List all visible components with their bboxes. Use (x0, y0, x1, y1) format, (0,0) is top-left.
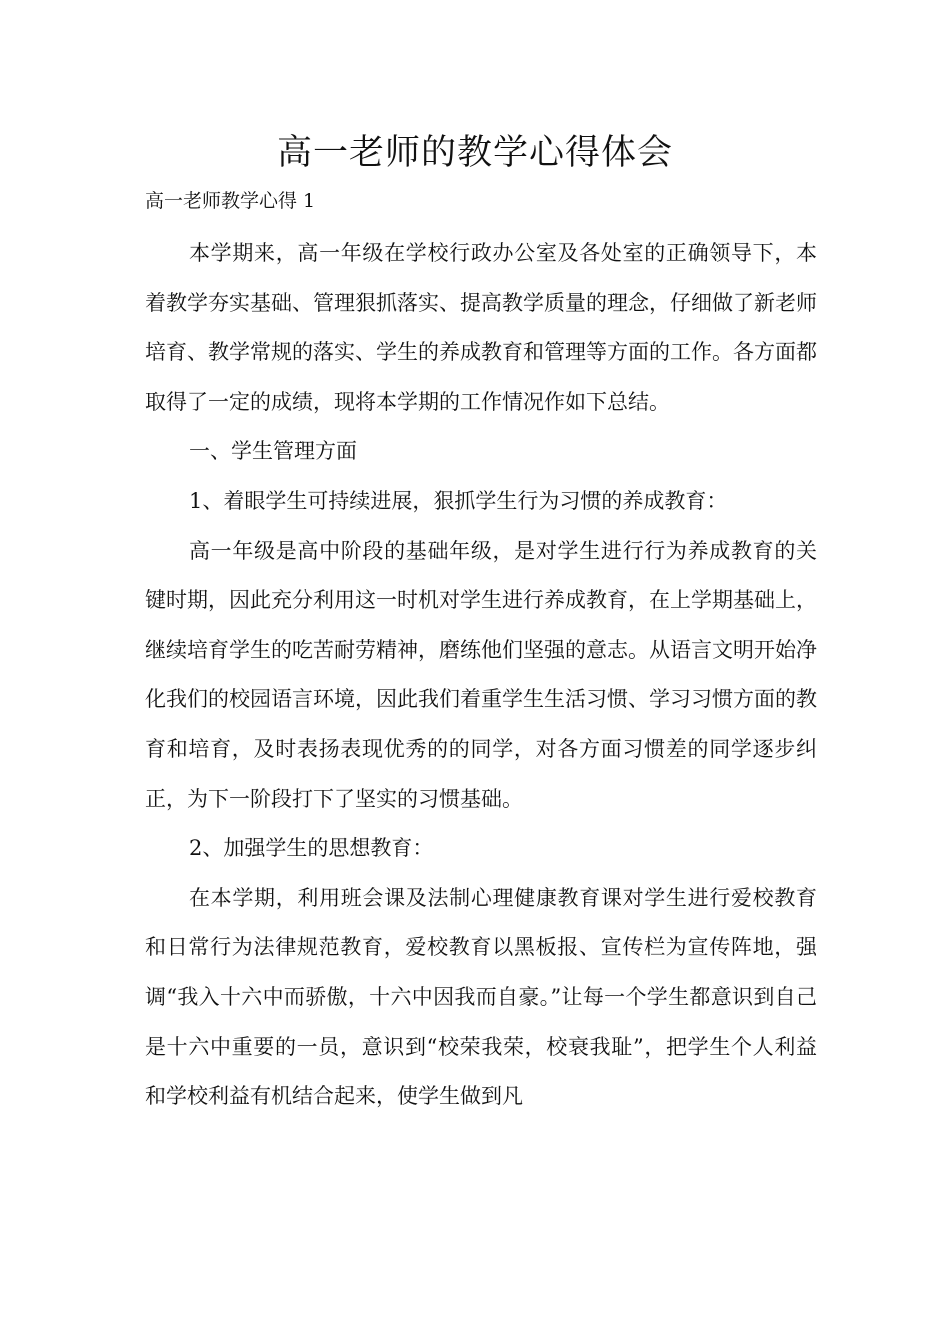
document-title: 高一老师的教学心得体会 (276, 133, 673, 173)
section-heading-student-management: 一、学生管理方面 (189, 439, 357, 464)
paragraph-ideological-education: 在本学期，利用班会课及法制心理健康教育课对学生进行爱校教育和日常行为法律规范教育，爱校教育以黑板报、宣传栏为宣传阵地，强调“我入十六中而骄傲，十六中因我而自豪。”让每一个学生都意识到自己是十六中重要的一员，意识到“校荣我荣，校衰我耻”，把学生个人利益和学校利益有机结合起来，使学生做到凡 (145, 885, 817, 1109)
subsection-heading-habit-education: 1、着眼学生可持续进展，狠抓学生行为习惯的养成教育： (189, 488, 728, 513)
document-body (145, 229, 817, 1122)
paragraph-intro: 本学期来，高一年级在学校行政办公室及各处室的正确领导下，本着教学夯实基础、管理狠抓落实、提高教学质量的理念，仔细做了新老师培育、教学常规的落实、学生的养成教育和管理等方面的工作。各方面都取得了一定的成绩，现将本学期的工作情况作如下总结。 (145, 241, 817, 414)
document-subtitle: 高一老师教学心得 1 (145, 190, 316, 212)
subsection-heading-ideological-education: 2、加强学生的思想教育： (189, 836, 434, 861)
paragraph-habit-education: 高一年级是高中阶段的基础年级，是对学生进行行为养成教育的关键时期，因此充分利用这一时机对学生进行养成教育，在上学期基础上，继续培育学生的吃苦耐劳精神，磨练他们坚强的意志。从语言文明开始净化我们的校园语言环境，因此我们着重学生生活习惯、学习习惯方面的教育和培育，及时表扬表现优秀的的同学，对各方面习惯差的同学逐步纠正，为下一阶段打下了坚实的习惯基础。 (145, 538, 817, 811)
